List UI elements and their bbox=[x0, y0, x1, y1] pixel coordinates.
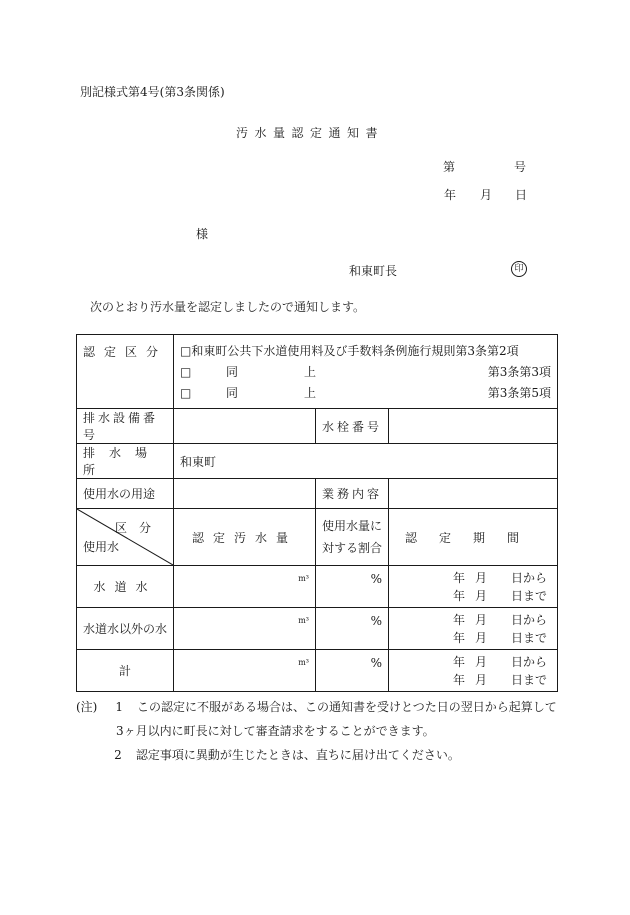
period-to: 日まで bbox=[511, 673, 548, 687]
period-year: 年 bbox=[453, 655, 466, 669]
drain-no-field[interactable] bbox=[174, 409, 316, 444]
period-header: 認定期間 bbox=[389, 509, 558, 566]
option-clause: 第3条第5項 bbox=[487, 386, 552, 400]
table-row bbox=[77, 566, 558, 608]
diag-top-label: 区分 bbox=[114, 521, 163, 535]
issuer-name: 和東町長 bbox=[349, 264, 398, 278]
row-label: 水道水以外の水 bbox=[77, 608, 174, 650]
option-row[interactable] bbox=[180, 382, 551, 403]
place-value[interactable]: 和東町 bbox=[174, 444, 558, 479]
usage-label: 使用水の用途 bbox=[77, 479, 174, 509]
ratio-header-line2: 対する割合 bbox=[322, 541, 383, 555]
table-row bbox=[77, 650, 558, 692]
addressee-suffix: 様 bbox=[196, 227, 209, 241]
period-year: 年 bbox=[453, 631, 466, 645]
ratio-unit[interactable]: % bbox=[316, 566, 389, 608]
period-cell[interactable] bbox=[389, 650, 558, 692]
period-month: 月 bbox=[475, 589, 488, 603]
option-clause: 第3条第3項 bbox=[487, 365, 552, 379]
date-day: 日 bbox=[515, 188, 528, 202]
usage-row bbox=[77, 479, 558, 509]
period-year: 年 bbox=[453, 571, 466, 585]
category-options bbox=[174, 335, 558, 409]
note-text: この認定に不服がある場合は、この通知書を受けとつた日の翌日から起算して bbox=[137, 700, 557, 714]
period-year: 年 bbox=[453, 589, 466, 603]
checkbox[interactable]: □ bbox=[180, 385, 192, 400]
usage-field[interactable] bbox=[174, 479, 316, 509]
note-text: 認定事項に異動が生じたときは、直ちに届け出てください。 bbox=[135, 748, 460, 762]
checkbox[interactable]: □ bbox=[180, 364, 192, 379]
certification-table bbox=[76, 334, 558, 692]
diag-bottom-label: 使用水 bbox=[83, 540, 120, 554]
table-row bbox=[77, 608, 558, 650]
period-to: 日まで bbox=[511, 631, 548, 645]
period-month: 月 bbox=[475, 655, 488, 669]
drain-row bbox=[77, 409, 558, 444]
period-to: 日まで bbox=[511, 589, 548, 603]
ratio-unit[interactable]: % bbox=[316, 650, 389, 692]
column-header-row bbox=[77, 509, 558, 566]
place-row bbox=[77, 444, 558, 479]
period-from: 日から bbox=[511, 571, 548, 585]
ratio-unit[interactable]: % bbox=[316, 608, 389, 650]
date-year: 年 bbox=[444, 188, 457, 202]
document-title: 汚水量認定通知書 bbox=[236, 126, 385, 140]
option-row[interactable] bbox=[180, 340, 551, 361]
note-1-continued: 3ヶ月以内に町長に対して審査請求をすることができます。 bbox=[116, 724, 435, 738]
lead-text: 次のとおり汚水量を認定しましたので通知します。 bbox=[90, 300, 366, 314]
same-mark: 同 bbox=[226, 386, 239, 400]
drain-no-label: 排水設備番号 bbox=[77, 409, 174, 444]
period-from: 日から bbox=[511, 613, 548, 627]
note-number: 1 bbox=[115, 700, 124, 714]
diagonal-line bbox=[77, 509, 173, 565]
option-row[interactable] bbox=[180, 361, 551, 382]
same-mark: 上 bbox=[304, 386, 317, 400]
tap-no-label: 水栓番号 bbox=[316, 409, 389, 444]
category-row bbox=[77, 335, 558, 409]
option-text: 和東町公共下水道使用料及び手数料条例施行規則第3条第2項 bbox=[191, 344, 519, 358]
notes-section bbox=[76, 695, 557, 767]
period-month: 月 bbox=[475, 571, 488, 585]
period-month: 月 bbox=[475, 631, 488, 645]
note-1 bbox=[76, 695, 557, 719]
place-label: 排水場所 bbox=[77, 444, 174, 479]
tap-no-field[interactable] bbox=[389, 409, 558, 444]
period-year: 年 bbox=[453, 673, 466, 687]
period-from: 日から bbox=[511, 655, 548, 669]
row-label: 水道水 bbox=[77, 566, 174, 608]
note-2 bbox=[76, 743, 557, 767]
category-label: 認定区分 bbox=[77, 335, 174, 409]
amount-header: 認定汚水量 bbox=[174, 509, 316, 566]
amount-unit[interactable]: m³ bbox=[174, 650, 316, 692]
diagonal-header-cell bbox=[77, 509, 174, 566]
same-mark: 同 bbox=[226, 365, 239, 379]
period-cell[interactable] bbox=[389, 608, 558, 650]
amount-unit[interactable]: m³ bbox=[174, 566, 316, 608]
period-month: 月 bbox=[475, 613, 488, 627]
amount-unit[interactable]: m³ bbox=[174, 608, 316, 650]
number-suffix: 号 bbox=[514, 160, 527, 174]
number-prefix: 第 bbox=[443, 160, 456, 174]
business-field[interactable] bbox=[389, 479, 558, 509]
notes-prefix: (注) bbox=[76, 700, 98, 714]
seal-mark: 印 bbox=[511, 261, 527, 277]
ratio-header-line1: 使用水量に bbox=[322, 519, 383, 533]
period-cell[interactable] bbox=[389, 566, 558, 608]
checkbox[interactable]: □ bbox=[180, 344, 192, 358]
form-reference: 別記様式第4号(第3条関係) bbox=[80, 85, 225, 99]
date-month: 月 bbox=[480, 188, 493, 202]
ratio-header bbox=[316, 509, 389, 566]
period-year: 年 bbox=[453, 613, 466, 627]
same-mark: 上 bbox=[304, 365, 317, 379]
row-label: 計 bbox=[77, 650, 174, 692]
business-label: 業務内容 bbox=[316, 479, 389, 509]
period-month: 月 bbox=[475, 673, 488, 687]
note-number: 2 bbox=[114, 748, 122, 762]
